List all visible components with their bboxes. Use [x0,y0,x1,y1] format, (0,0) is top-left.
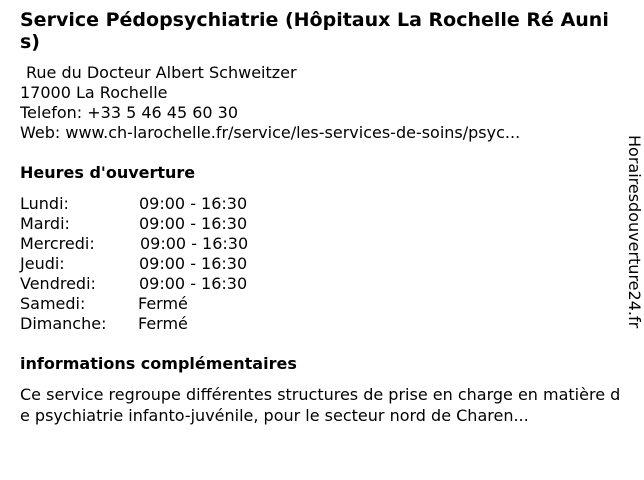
info-heading: informations complémentaires [20,354,297,373]
address-block [20,63,612,143]
hours-row-dimanche [20,314,320,334]
hours-row-mardi [20,214,320,234]
day-label: Vendredi: [20,274,96,293]
day-label: Samedi: [20,294,86,313]
hours-row-vendredi [20,274,320,294]
street-address: Rue du Docteur Albert Schweitzer [26,63,297,82]
hours-value: 09:00 - 16:30 [140,234,249,253]
day-label: Jeudi: [20,254,65,273]
hours-value: 09:00 - 16:30 [139,254,248,273]
hours-value: 09:00 - 16:30 [139,274,248,293]
day-label: Mardi: [20,214,70,233]
hours-heading: Heures d'ouverture [20,163,196,182]
hours-row-mercredi [20,234,320,254]
hours-value: 09:00 - 16:30 [139,194,248,213]
website-link[interactable]: Web: www.ch-larochelle.fr/service/les-services-de-soins/psyc... [20,123,521,142]
city: 17000 La Rochelle [20,83,168,102]
hours-row-lundi [20,194,320,214]
hours-value: Fermé [138,314,188,333]
description-text: Ce service regroupe différentes structures de prise en charge en matière de psychiatrie infanto-juvénile, pour le secteur nord de Charen... [20,385,621,425]
day-label: Dimanche: [20,314,107,333]
site-watermark: Horairesdouverture24.fr [625,135,644,329]
phone[interactable]: Telefon: +33 5 46 45 60 30 [20,103,239,122]
hours-row-jeudi [20,254,320,274]
day-label: Lundi: [20,194,69,213]
hours-row-samedi [20,294,320,314]
day-label: Mercredi: [20,234,95,253]
hours-value: Fermé [138,294,188,313]
opening-hours-table [20,194,320,334]
hours-value: 09:00 - 16:30 [139,214,248,233]
page-title: Service Pédopsychiatrie (Hôpitaux La Rochelle Ré Aunis) [20,9,609,53]
